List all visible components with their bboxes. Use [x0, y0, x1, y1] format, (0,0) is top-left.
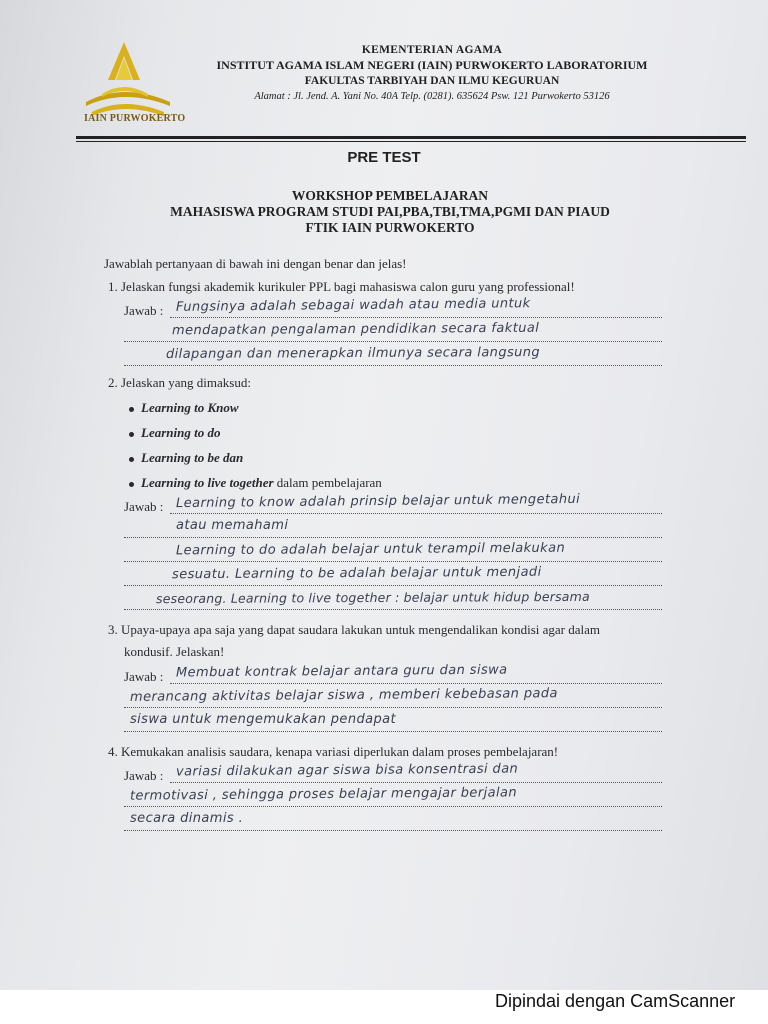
- answer-line: [170, 317, 662, 318]
- answer-line: [124, 731, 662, 732]
- handwritten-answer: termotivasi , sehingga proses belajar mengajar berjalan: [129, 785, 518, 804]
- answer-label: Jawab :: [124, 768, 164, 783]
- answer-line: [124, 561, 662, 562]
- question-1: 1. Jelaskan fungsi akademik kurikuler PPL bagi mahasiswa calon guru yang professional!: [108, 279, 575, 294]
- bullet-dot: [129, 407, 134, 412]
- bullet-dot: [129, 432, 134, 437]
- bullet-item: Learning to do: [141, 425, 221, 440]
- question-2: 2. Jelaskan yang dimaksud:: [108, 375, 251, 390]
- answer-label: Jawab :: [124, 669, 164, 684]
- answer-line: [124, 609, 662, 610]
- instruction: Jawablah pertanyaan di bawah ini dengan benar dan jelas!: [104, 256, 407, 271]
- handwritten-answer: secara dinamis .: [130, 811, 244, 826]
- question-4: 4. Kemukakan analisis saudara, kenapa variasi diperlukan dalam proses pembelajaran!: [108, 744, 559, 759]
- bullet-suffix: dalam pembelajaran: [273, 475, 382, 490]
- answer-line: [170, 683, 662, 684]
- subtitle-line: FTIK IAIN PURWOKERTO: [305, 220, 475, 235]
- answer-line: [124, 537, 662, 538]
- answer-line: [124, 365, 662, 366]
- answer-line: [124, 830, 662, 831]
- handwritten-answer: Learning to know adalah prinsip belajar untuk mengetahui: [175, 491, 581, 512]
- handwritten-answer: Learning to do adalah belajar untuk terampil melakukan: [175, 540, 566, 559]
- handwritten-answer: dilapangan dan menerapkan ilmunya secara langsung: [165, 345, 541, 362]
- answer-label: Jawab :: [124, 499, 164, 514]
- letterhead: [192, 44, 672, 102]
- address: Alamat : Jl. Jend. A. Yani No. 40A Telp. (0281). 635624 Psw. 121 Purwokerto 53126: [254, 91, 610, 102]
- ministry-name: KEMENTERIAN AGAMA: [361, 44, 503, 56]
- subtitle-block: [100, 188, 680, 236]
- handwritten-answer: variasi dilakukan agar siswa bisa konsentrasi dan: [175, 761, 519, 780]
- handwritten-answer: atau memahami: [176, 518, 289, 533]
- bullet-item-last: [141, 475, 382, 491]
- answer-line: [124, 806, 662, 807]
- handwritten-answer: mendapatkan pengalaman pendidikan secara faktual: [171, 320, 540, 339]
- handwritten-answer: siswa untuk mengemukakan pendapat: [130, 712, 397, 727]
- letterhead-rule-thick: [76, 136, 746, 139]
- handwritten-answer: sesuatu. Learning to be adalah belajar untuk menjadi: [171, 564, 542, 583]
- handwritten-answer: merancang aktivitas belajar siswa , memberi kebebasan pada: [129, 686, 558, 705]
- subtitle-line: MAHASISWA PROGRAM STUDI PAI,PBA,TBI,TMA,PGMI DAN PIAUD: [170, 204, 610, 219]
- answer-line: [124, 585, 662, 586]
- answer-label: Jawab :: [124, 303, 164, 318]
- handwritten-answer: seseorang. Learning to live together : belajar untuk hidup bersama: [155, 588, 590, 607]
- handwritten-answer: Fungsinya adalah sebagai wadah atau media untuk: [175, 296, 531, 315]
- handwritten-answer: Membuat kontrak belajar antara guru dan siswa: [175, 662, 508, 681]
- bullet-dot: [129, 457, 134, 462]
- letterhead-rule-thin: [76, 141, 746, 142]
- bullet-item: Learning to live together: [141, 475, 274, 490]
- page-title: PRE TEST: [347, 149, 421, 166]
- answer-line: [170, 782, 662, 783]
- bullet-item: Learning to be dan: [141, 450, 244, 465]
- scanner-watermark: Dipindai dengan CamScanner: [495, 991, 736, 1011]
- answer-line: [124, 341, 662, 342]
- logo-text: IAIN PURWOKERTO: [84, 113, 186, 124]
- faculty-name: FAKULTAS TARBIYAH DAN ILMU KEGURUAN: [304, 75, 560, 87]
- question-3: 3. Upaya-upaya apa saja yang dapat saudara lakukan untuk mengendalikan kondisi agar dalam: [108, 622, 601, 637]
- answer-line: [124, 707, 662, 708]
- institute-name: INSTITUT AGAMA ISLAM NEGERI (IAIN) PURWOKERTO LABORATORIUM: [216, 58, 648, 72]
- answer-line: [170, 513, 662, 514]
- question-3-continued: kondusif. Jelaskan!: [124, 644, 225, 659]
- bullet-item: Learning to Know: [141, 400, 239, 415]
- bullet-dot: [129, 482, 134, 487]
- subtitle-line: WORKSHOP PEMBELAJARAN: [291, 188, 489, 203]
